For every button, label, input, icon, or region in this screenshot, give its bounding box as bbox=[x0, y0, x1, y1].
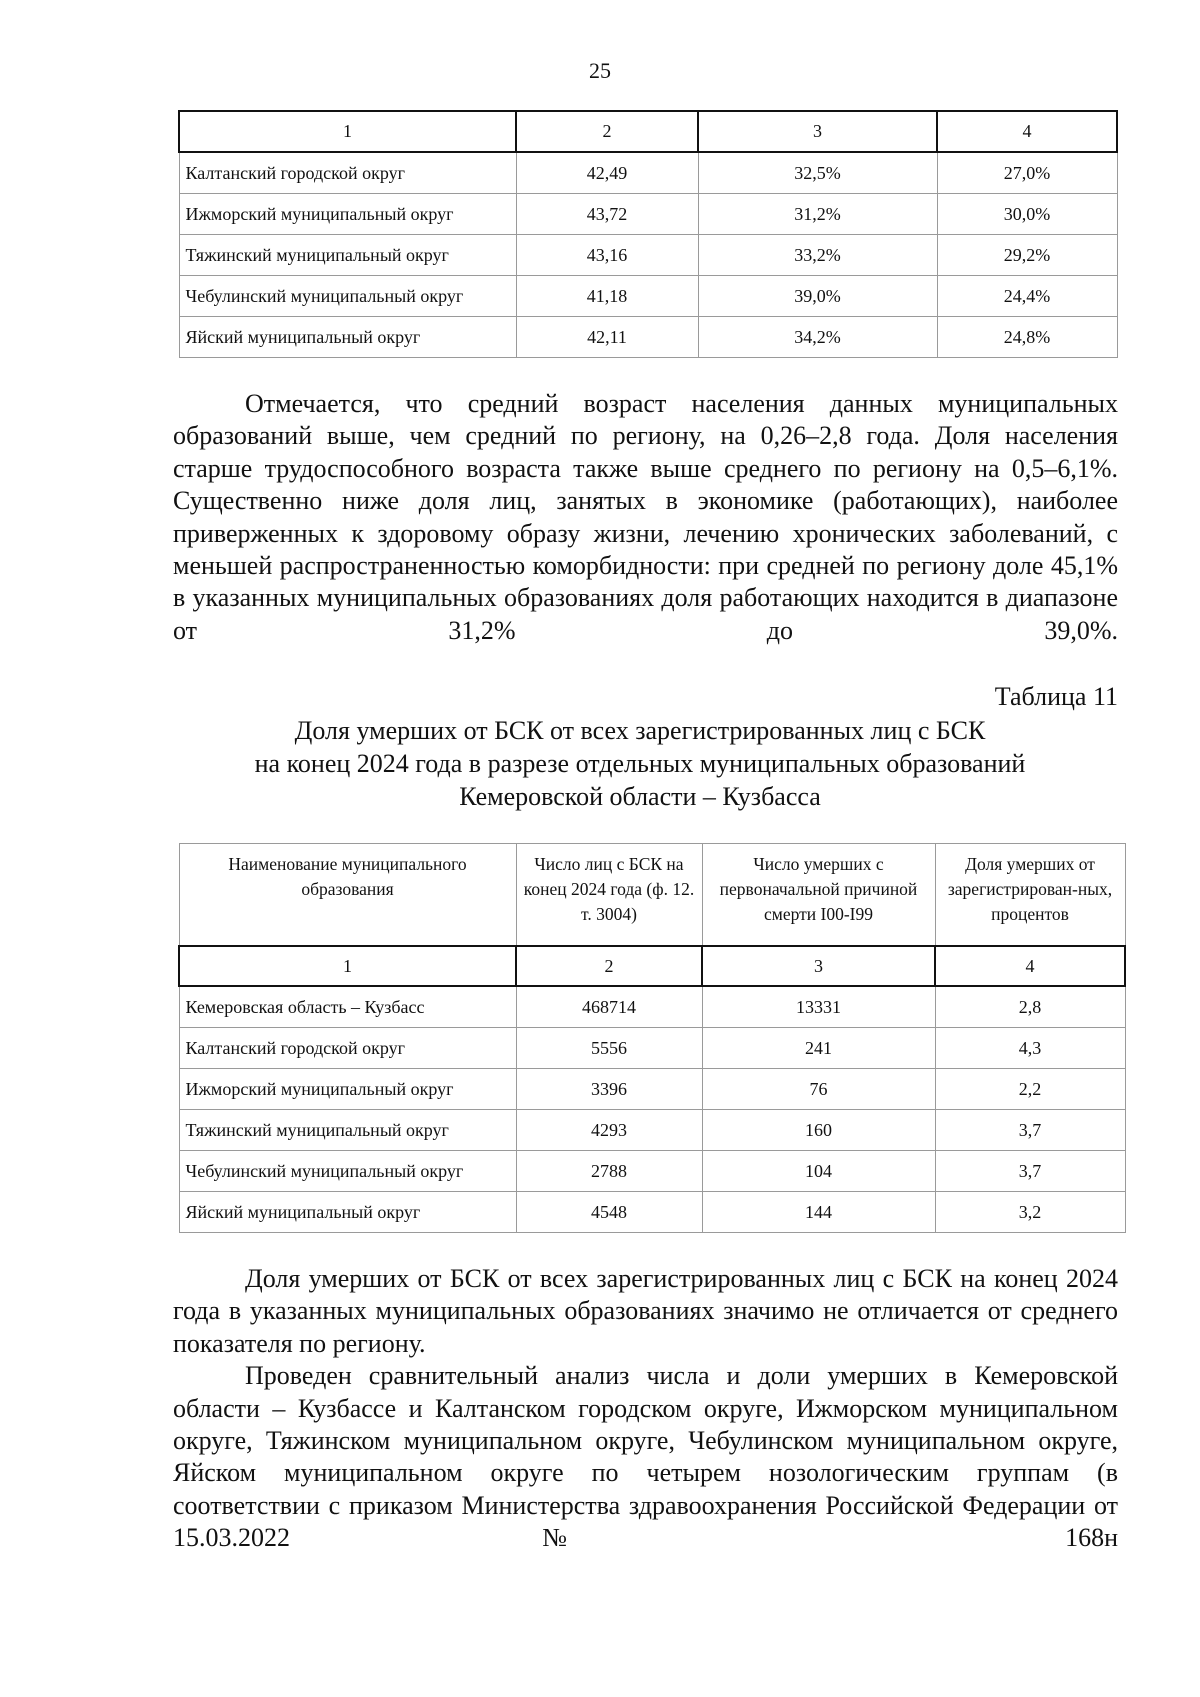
table-row bbox=[179, 276, 1117, 317]
column-header: Число лиц с БСК на конец 2024 года (ф. 12. т. 3004) bbox=[516, 844, 702, 947]
cell-value: 13331 bbox=[702, 986, 935, 1028]
column-number: 2 bbox=[516, 946, 702, 986]
cell-value: 29,2% bbox=[937, 235, 1117, 276]
cell-value: 33,2% bbox=[698, 235, 937, 276]
cell-value: 3,7 bbox=[935, 1110, 1125, 1151]
paragraph-text: Проведен сравнительный анализ числа и доли умерших в Кемеровской области – Кузбассе и Калтанском городском округе, Ижморском муниципальном округе, Тяжинском муниципальном округе, Чебулинском муниципальном округе, Яйском муниципальном округе по четырем нозологическим группам (в соответствии с приказом Министерства здравоохранения Российской Федерации от 15.03.2022 № 168н bbox=[173, 1361, 1118, 1553]
cell-municipality: Калтанский городской округ bbox=[179, 1028, 516, 1069]
cell-municipality: Чебулинский муниципальный округ bbox=[179, 1151, 516, 1192]
column-number: 1 bbox=[179, 111, 516, 152]
paragraph-mortality-share bbox=[173, 1263, 1118, 1555]
table-column-headers bbox=[179, 844, 1125, 947]
column-number: 4 bbox=[937, 111, 1117, 152]
cell-value: 42,11 bbox=[516, 317, 698, 358]
cell-value: 3,2 bbox=[935, 1192, 1125, 1233]
table-row bbox=[179, 1192, 1125, 1233]
table-row bbox=[179, 1069, 1125, 1110]
cell-value: 2,2 bbox=[935, 1069, 1125, 1110]
cell-municipality: Ижморский муниципальный округ bbox=[179, 1069, 516, 1110]
cell-value: 24,8% bbox=[937, 317, 1117, 358]
cell-value: 468714 bbox=[516, 986, 702, 1028]
paragraph-age-analysis bbox=[173, 388, 1118, 647]
table-row bbox=[179, 152, 1117, 194]
cell-municipality: Тяжинский муниципальный округ bbox=[179, 235, 516, 276]
cell-value: 31,2% bbox=[698, 194, 937, 235]
cell-value: 2,8 bbox=[935, 986, 1125, 1028]
table-row bbox=[179, 317, 1117, 358]
cell-value: 2788 bbox=[516, 1151, 702, 1192]
table-title-line: на конец 2024 года в разрезе отдельных муниципальных образований bbox=[254, 749, 1026, 778]
cell-municipality: Калтанский городской округ bbox=[179, 152, 516, 194]
column-header: Доля умерших от зарегистрирован-ных, процентов bbox=[935, 844, 1125, 947]
table-header-row bbox=[179, 111, 1117, 152]
table-title-line: Доля умерших от БСК от всех зарегистрированных лиц с БСК bbox=[294, 716, 986, 745]
cell-value: 4,3 bbox=[935, 1028, 1125, 1069]
cell-value: 5556 bbox=[516, 1028, 702, 1069]
column-number: 4 bbox=[935, 946, 1125, 986]
table-row bbox=[179, 1151, 1125, 1192]
cell-value: 4293 bbox=[516, 1110, 702, 1151]
cell-value: 41,18 bbox=[516, 276, 698, 317]
column-number: 1 bbox=[179, 946, 516, 986]
table-title-line: Кемеровской области – Кузбасса bbox=[459, 782, 821, 811]
table-age-structure bbox=[178, 110, 1118, 358]
table-title bbox=[140, 714, 1140, 813]
table-row bbox=[179, 1028, 1125, 1069]
cell-value: 32,5% bbox=[698, 152, 937, 194]
column-number: 3 bbox=[698, 111, 937, 152]
cell-value: 241 bbox=[702, 1028, 935, 1069]
table-row bbox=[179, 194, 1117, 235]
table-row bbox=[179, 235, 1117, 276]
cell-municipality: Чебулинский муниципальный округ bbox=[179, 276, 516, 317]
cell-municipality: Кемеровская область – Кузбасс bbox=[179, 986, 516, 1028]
cell-value: 39,0% bbox=[698, 276, 937, 317]
cell-value: 43,72 bbox=[516, 194, 698, 235]
table-label: Таблица 11 bbox=[994, 682, 1118, 711]
cell-municipality: Тяжинский муниципальный округ bbox=[179, 1110, 516, 1151]
column-header: Наименование муниципального образования bbox=[179, 844, 516, 947]
cell-value: 27,0% bbox=[937, 152, 1117, 194]
table-row bbox=[179, 986, 1125, 1028]
column-number: 3 bbox=[702, 946, 935, 986]
cell-value: 3396 bbox=[516, 1069, 702, 1110]
column-number: 2 bbox=[516, 111, 698, 152]
cell-value: 42,49 bbox=[516, 152, 698, 194]
cell-municipality: Ижморский муниципальный округ bbox=[179, 194, 516, 235]
cell-value: 3,7 bbox=[935, 1151, 1125, 1192]
cell-value: 24,4% bbox=[937, 276, 1117, 317]
cell-value: 76 bbox=[702, 1069, 935, 1110]
cell-value: 43,16 bbox=[516, 235, 698, 276]
cell-value: 4548 bbox=[516, 1192, 702, 1233]
paragraph-text: Доля умерших от БСК от всех зарегистрированных лиц с БСК на конец 2024 года в указанных муниципальных образованиях значимо не отличается от среднего показателя по региону. bbox=[173, 1264, 1118, 1358]
cell-municipality: Яйский муниципальный округ bbox=[179, 317, 516, 358]
cell-value: 30,0% bbox=[937, 194, 1117, 235]
table-row bbox=[179, 1110, 1125, 1151]
cell-value: 104 bbox=[702, 1151, 935, 1192]
page-number: 25 bbox=[589, 58, 611, 83]
table-number-row bbox=[179, 946, 1125, 986]
cell-value: 144 bbox=[702, 1192, 935, 1233]
cell-value: 34,2% bbox=[698, 317, 937, 358]
column-header: Число умерших с первоначальной причиной смерти I00-I99 bbox=[702, 844, 935, 947]
cell-municipality: Яйский муниципальный округ bbox=[179, 1192, 516, 1233]
paragraph-text: Отмечается, что средний возраст населения данных муниципальных образований выше, чем средний по региону, на 0,26–2,8 года. Доля населения старше трудоспособного возраста также выше среднего по региону на 0,5–6,1%. Существенно ниже доля лиц, занятых в экономике (работающих), наиболее приверженных к здоровому образу жизни, лечению хронических заболеваний, с меньшей распространенностью коморбидности: при средней по региону доле 45,1% в указанных муниципальных образованиях доля работающих находится в диапазоне от 31,2% до 39,0%. bbox=[173, 389, 1118, 645]
cell-value: 160 bbox=[702, 1110, 935, 1151]
table-cvd-mortality bbox=[178, 843, 1126, 1233]
